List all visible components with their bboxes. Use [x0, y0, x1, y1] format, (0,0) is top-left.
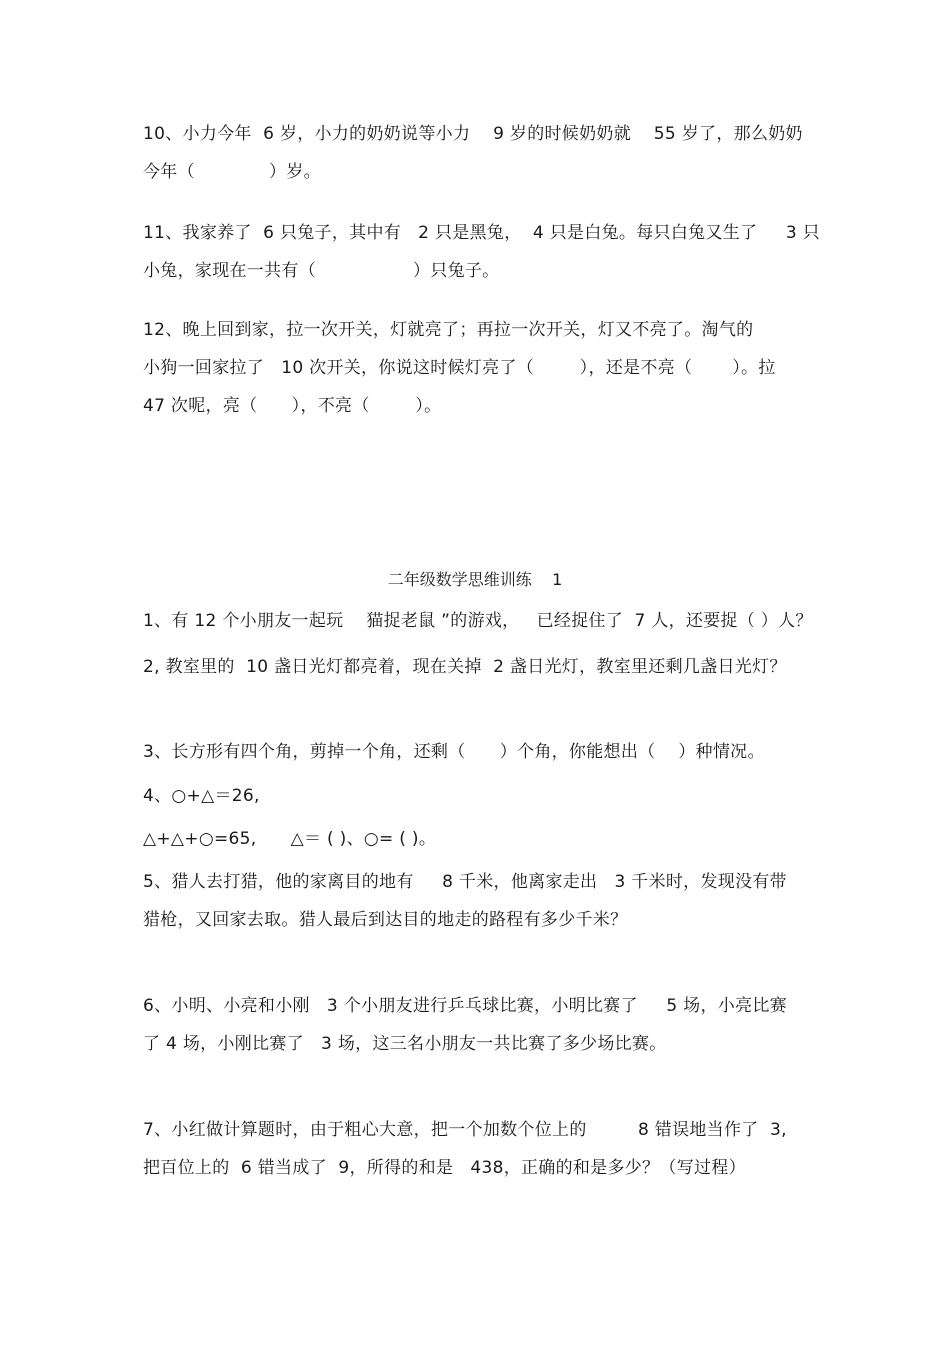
- question-6-line-2: 了 4 场，小刚比赛了 3 场，这三名小朋友一共比赛了多少场比赛。: [143, 1034, 667, 1054]
- question-11-line-1: 11、我家养了 6 只兔子，其中有 2 只是黑兔， 4 只是白兔。每只白兔又生了 3 只: [143, 223, 820, 243]
- question-10-line-1: 10、小力今年 6 岁，小力的奶奶说等小力 9 岁的时候奶奶就 55 岁了，那么奶奶: [143, 124, 803, 144]
- question-5-line-2: 猎枪，又回家去取。猎人最后到达目的地走的路程有多少千米？: [143, 910, 628, 930]
- question-7-line-1: 7、小红做计算题时，由于粗心大意，把一个加数个位上的 8 错误地当作了 3,: [143, 1120, 787, 1140]
- section-title: 二年级数学思维训练 1: [387, 570, 563, 589]
- question-7-line-2: 把百位上的 6 错当成了 9，所得的和是 438，正确的和是多少？（写过程）: [143, 1158, 746, 1178]
- question-10-line-2: 今年（ ）岁。: [143, 162, 321, 182]
- question-4-line-1: 4、○+△＝26,: [143, 786, 260, 806]
- question-2: 2, 教室里的 10 盏日光灯都亮着，现在关掉 2 盏日光灯，教室里还剩几盏日光灯？: [143, 657, 787, 677]
- question-1: 1、有 12 个小朋友一起玩 猫捉老鼠 ”的游戏， 已经捉住了 7 人，还要捉（ ）人？: [143, 611, 813, 631]
- question-11-line-2: 小兔，家现在一共有（ ）只兔子。: [143, 261, 500, 281]
- question-3: 3、长方形有四个角，剪掉一个角，还剩（ ）个角，你能想出（ ）种情况。: [143, 742, 765, 762]
- question-12-line-1: 12、晚上回到家，拉一次开关，灯就亮了；再拉一次开关，灯又不亮了。淘气的: [143, 320, 754, 340]
- question-5-line-1: 5、猎人去打猎，他的家离目的地有 8 千米，他离家走出 3 千米时，发现没有带: [143, 872, 787, 892]
- question-12-line-3: 47 次呢，亮（ ），不亮（ ）。: [143, 396, 442, 416]
- question-4-line-2: △+△+○=65, △＝ ( )、○= ( )。: [143, 829, 437, 849]
- question-12-line-2: 小狗一回家拉了 10 次开关，你说这时候灯亮了（ ），还是不亮（ ）。拉: [143, 358, 776, 378]
- question-6-line-1: 6、小明、小亮和小刚 3 个小朋友进行乒乓球比赛，小明比赛了 5 场，小亮比赛: [143, 996, 787, 1016]
